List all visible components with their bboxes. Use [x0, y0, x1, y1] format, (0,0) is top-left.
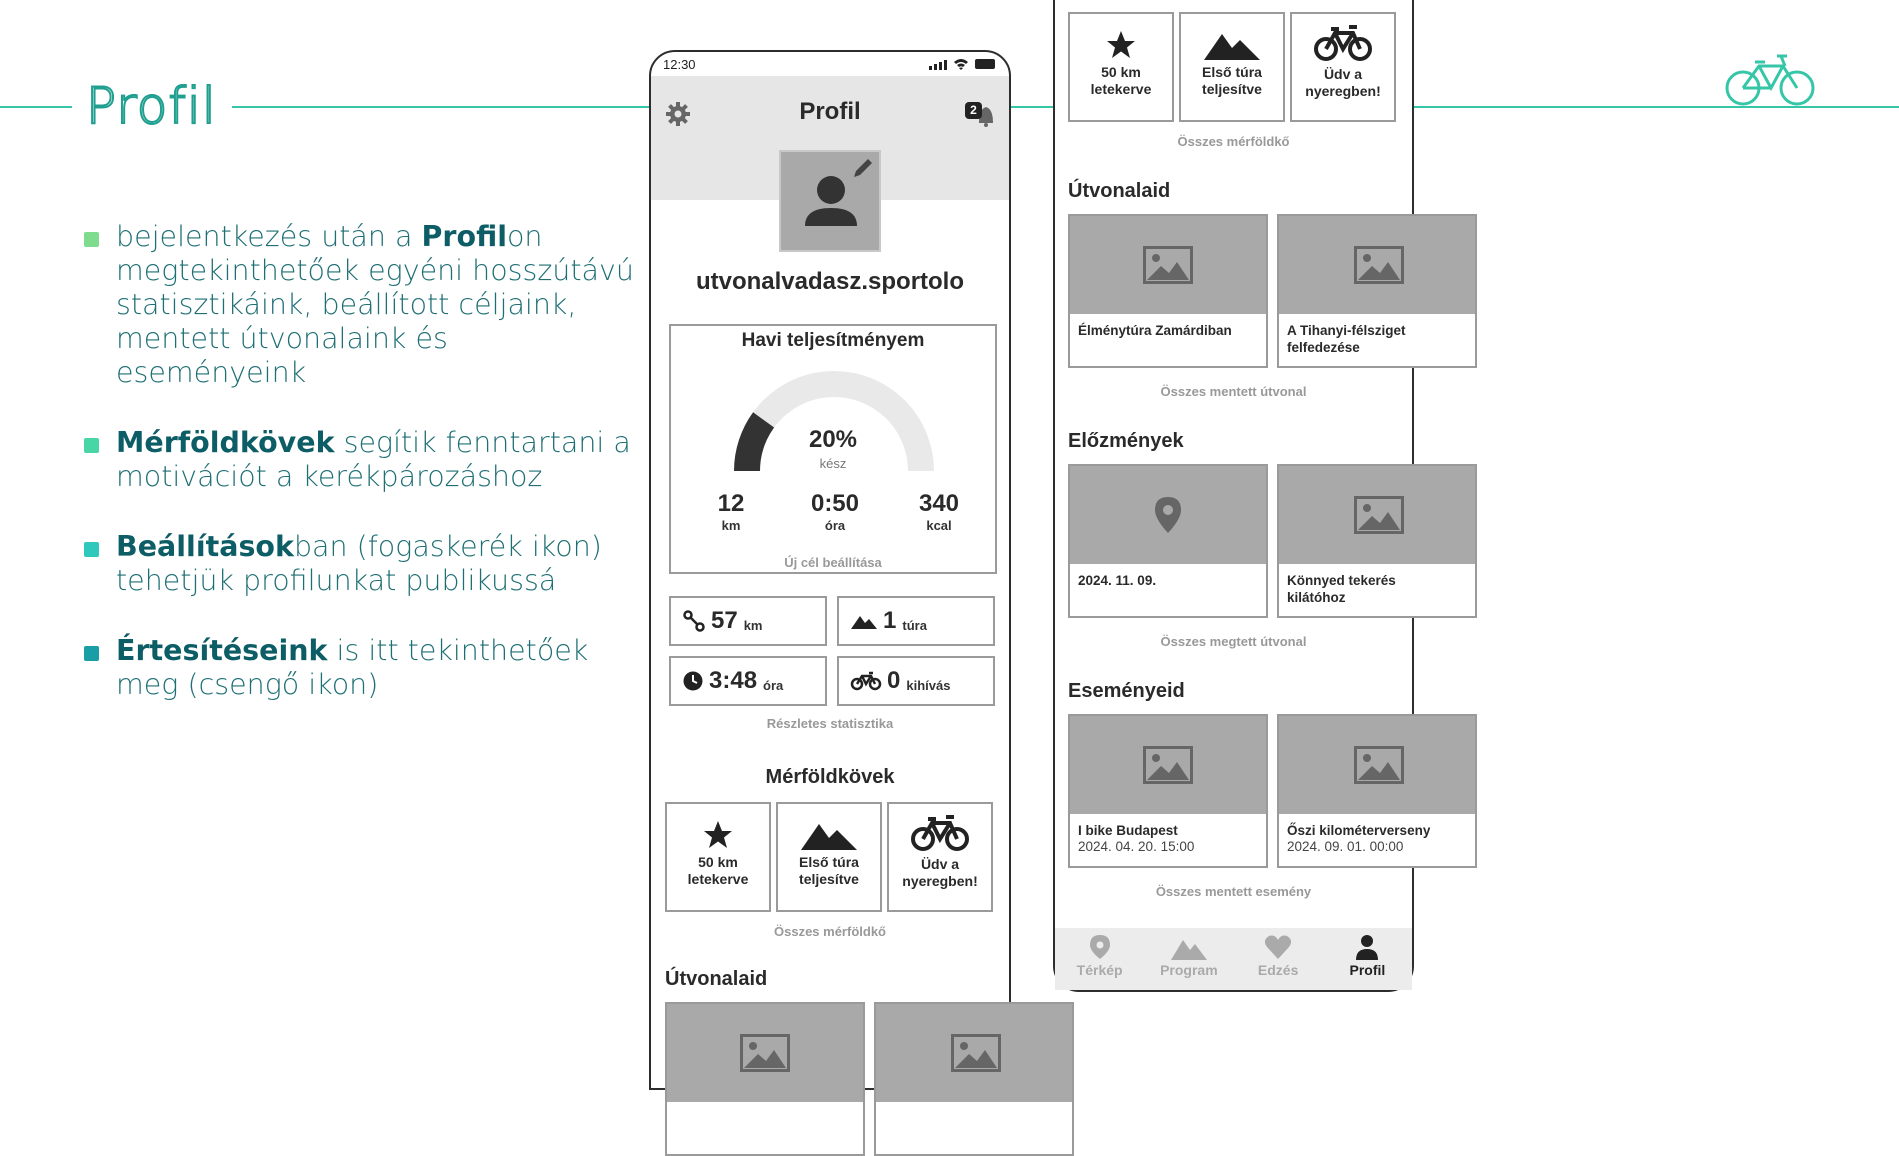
event-title: I bike Budapest — [1078, 823, 1178, 838]
all-routes-link[interactable]: Összes mentett útvonal — [1160, 384, 1307, 399]
milestone-label: Üdv a — [1323, 66, 1363, 82]
bullet-marker — [84, 438, 99, 453]
event-date: 2024. 04. 20. 15:00 — [1078, 839, 1195, 854]
routes-title: Útvonalaid — [1068, 180, 1171, 202]
card-title: Havi teljesítményem — [741, 330, 925, 351]
route-card[interactable] — [1277, 214, 1477, 368]
history-image — [1279, 466, 1475, 564]
event-card[interactable] — [1068, 714, 1268, 868]
star-icon — [1106, 30, 1136, 60]
milestone-label: 50 km — [698, 854, 738, 870]
detailed-stats-link[interactable]: Részletes statisztika — [766, 716, 894, 731]
route-card[interactable] — [665, 1002, 865, 1156]
history-title: Előzmények — [1068, 430, 1184, 452]
bullet-text: ban (fogaskerék ikon) tehetjük profilunkat publikussá — [116, 530, 602, 597]
bullet-marker — [84, 542, 99, 557]
milestone-label: nyeregben! — [902, 873, 978, 889]
all-milestones-link[interactable]: Összes mérföldkő — [1177, 134, 1290, 149]
image-placeholder-icon — [1143, 746, 1193, 784]
bullet-item — [84, 220, 644, 390]
bike-icon — [910, 814, 970, 852]
stat-value: 3:48 — [709, 667, 758, 694]
event-image — [1279, 716, 1475, 814]
bike-icon — [851, 672, 881, 690]
bullet-emphasis: Profil — [421, 220, 507, 253]
route-title: felfedezése — [1287, 340, 1360, 355]
bullet-text: on megtekinthetőek egyéni hosszútávú statisztikáink, beállított céljaink, mentett útvonalaink és eseményeink — [116, 220, 634, 389]
title-rule-middle — [232, 106, 651, 108]
bullet-text: segítik fenntartani a motivációt a kerékpározáshoz — [116, 426, 631, 493]
notification-button[interactable] — [965, 101, 995, 127]
all-events-link[interactable]: Összes mentett esemény — [1155, 884, 1312, 899]
status-time: 12:30 — [663, 57, 696, 72]
user-icon — [1354, 934, 1380, 960]
history-card[interactable] — [1068, 464, 1268, 618]
all-milestones-link[interactable]: Összes mérföldkő — [774, 924, 886, 939]
event-date: 2024. 09. 01. 00:00 — [1287, 839, 1404, 854]
progress-percent: 20% — [808, 426, 858, 453]
stat-unit: óra — [824, 518, 846, 533]
events-title: Eseményeid — [1068, 680, 1185, 702]
bottom-nav — [1055, 928, 1412, 990]
history-title: Könnyed tekerés — [1287, 573, 1396, 588]
stat-value: 57 — [711, 607, 738, 634]
route-title: A Tihanyi-félsziget — [1287, 323, 1406, 338]
stat-box-challenges — [837, 656, 995, 706]
route-image — [667, 1004, 863, 1102]
stat-unit: óra — [763, 677, 784, 693]
milestone-label: letekerve — [1090, 81, 1152, 97]
status-bar — [651, 52, 1009, 76]
milestone-label: Első túra — [799, 854, 859, 870]
nav-label: Térkép — [1076, 962, 1123, 978]
milestone-card[interactable] — [665, 802, 771, 912]
milestone-label: nyeregben! — [1305, 83, 1381, 99]
event-card[interactable] — [1277, 714, 1477, 868]
bullet-item — [84, 530, 644, 598]
stat-unit: km — [721, 518, 741, 533]
history-card[interactable] — [1277, 464, 1477, 618]
notification-badge: 2 — [965, 102, 982, 119]
route-image — [1279, 216, 1475, 314]
stat-unit: km — [743, 617, 763, 633]
nav-label: Program — [1160, 962, 1218, 978]
bullet-item — [84, 634, 644, 702]
nav-item-profile[interactable] — [1323, 928, 1412, 990]
image-placeholder-icon — [1354, 246, 1404, 284]
stat-unit: túra — [902, 617, 927, 633]
title-rule-between — [1011, 106, 1053, 108]
history-title: 2024. 11. 09. — [1078, 573, 1157, 588]
route-card[interactable] — [1068, 214, 1268, 368]
bullet-emphasis: Mérföldkövek — [116, 426, 335, 459]
image-placeholder-icon — [1354, 746, 1404, 784]
heart-icon — [1264, 934, 1292, 960]
image-placeholder-icon — [951, 1034, 1001, 1072]
phone-profile-top — [649, 50, 1011, 1090]
milestones-title: Mérföldkövek — [765, 766, 895, 788]
title-rule-right — [1414, 106, 1899, 108]
nav-item-workout[interactable] — [1234, 928, 1323, 990]
status-icons — [929, 58, 995, 70]
phone-profile-scrolled — [1053, 0, 1431, 992]
all-history-link[interactable]: Összes megtett útvonal — [1160, 634, 1307, 649]
nav-item-program[interactable] — [1144, 928, 1233, 990]
bullet-text: is itt tekinthetőek meg (csengő ikon) — [116, 634, 589, 701]
milestone-label: Üdv a — [920, 856, 960, 872]
route-image — [876, 1004, 1072, 1102]
event-image — [1070, 716, 1266, 814]
stat-value: 12 — [717, 490, 745, 517]
milestone-label: letekerve — [687, 871, 749, 887]
milestone-label: Első túra — [1202, 64, 1262, 80]
history-title: kilátóhoz — [1287, 590, 1346, 605]
monthly-performance-card — [669, 324, 997, 574]
milestone-card[interactable] — [776, 802, 882, 912]
wifi-icon — [953, 58, 969, 70]
mountain-icon — [1204, 30, 1260, 60]
image-placeholder-icon — [1354, 496, 1404, 534]
monthly-stat — [691, 490, 771, 533]
nav-label: Edzés — [1257, 962, 1299, 978]
stat-value: 0:50 — [810, 490, 860, 517]
routes-title: Útvonalaid — [665, 968, 768, 990]
signal-icon — [929, 59, 947, 70]
stat-box-distance — [669, 596, 827, 646]
monthly-stat — [899, 490, 979, 533]
route-card[interactable] — [874, 1002, 1074, 1156]
milestone-label: teljesítve — [1202, 81, 1262, 97]
stat-value: 1 — [883, 607, 897, 634]
stat-value: 340 — [918, 490, 960, 517]
clock-icon — [683, 671, 703, 691]
bullet-emphasis: Értesítéseink — [116, 634, 328, 667]
route-title: Élménytúra Zamárdiban — [1078, 323, 1232, 338]
event-title: Őszi kilométerverseny — [1287, 823, 1431, 838]
route-image — [1070, 216, 1266, 314]
username: utvonalvadasz.sportolo — [695, 268, 965, 295]
stat-unit: kihívás — [906, 677, 951, 693]
battery-icon — [975, 59, 995, 69]
image-placeholder-icon — [1143, 246, 1193, 284]
stat-box-tours — [837, 596, 995, 646]
image-placeholder-icon — [740, 1034, 790, 1072]
milestone-label: teljesítve — [799, 871, 859, 887]
stat-box-time — [669, 656, 827, 706]
bullet-marker — [84, 646, 99, 661]
slide-title: Profil — [86, 77, 217, 135]
bullet-list — [84, 220, 644, 738]
milestone-card[interactable] — [1290, 12, 1396, 122]
stat-unit: kcal — [926, 518, 952, 533]
route-icon — [683, 610, 705, 632]
bike-icon — [1313, 24, 1373, 62]
monthly-stat — [795, 490, 875, 533]
bullet-emphasis: Beállítások — [116, 530, 294, 563]
mountain-icon — [851, 613, 877, 629]
title-rule-left — [0, 106, 72, 108]
bullet-marker — [84, 232, 99, 247]
bullet-text: bejelentkezés után a — [116, 220, 422, 253]
star-icon — [703, 820, 733, 850]
page-title: Profil — [799, 98, 861, 125]
milestone-card[interactable] — [1179, 12, 1285, 122]
milestone-card[interactable] — [887, 802, 993, 912]
milestone-card[interactable] — [1068, 12, 1174, 122]
pencil-icon[interactable] — [851, 156, 875, 180]
new-goal-link[interactable]: Új cél beállítása — [784, 555, 882, 570]
avatar[interactable] — [779, 150, 881, 252]
nav-label: Profil — [1349, 962, 1386, 978]
map-pin-icon — [1089, 934, 1111, 960]
nav-item-map[interactable] — [1055, 928, 1144, 990]
mountain-icon — [1171, 934, 1207, 960]
map-pin-icon — [1153, 495, 1183, 535]
progress-sub: kész — [819, 456, 847, 471]
bullet-item — [84, 426, 644, 494]
mountain-icon — [801, 820, 857, 850]
history-image — [1070, 466, 1266, 564]
milestone-label: 50 km — [1101, 64, 1141, 80]
stat-value: 0 — [887, 667, 901, 694]
bike-logo-icon — [1725, 50, 1815, 108]
